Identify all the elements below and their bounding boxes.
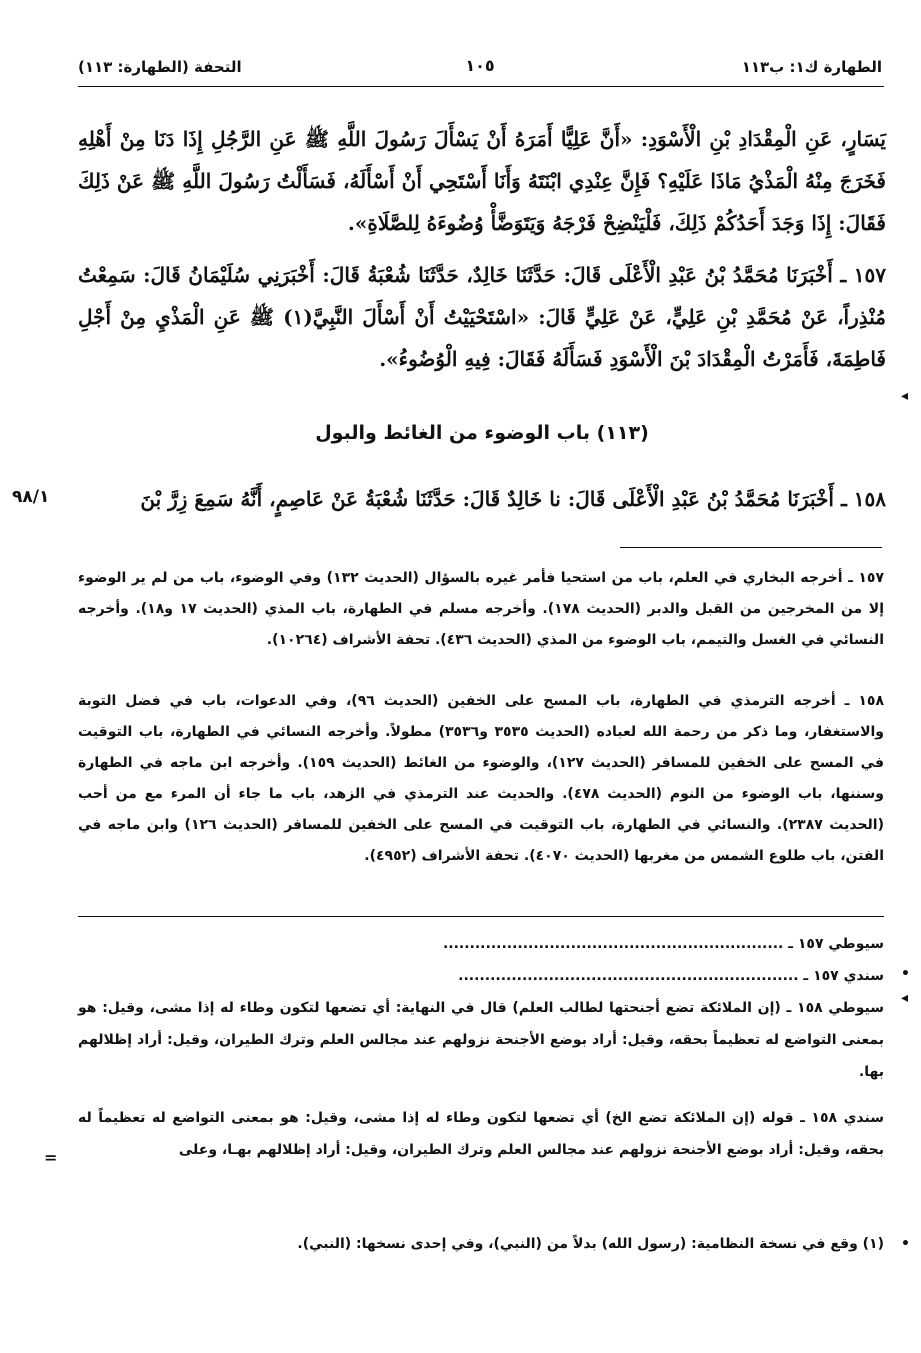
page-header xyxy=(78,52,882,84)
suyuti-157-label: سيوطي ١٥٧ ـ xyxy=(788,936,884,952)
takhrij-note-158 xyxy=(78,686,884,872)
header-book-ref: الطهارة ك١: ب١١٣ xyxy=(741,58,882,76)
suyuti-157-dots: ................................................................ xyxy=(442,936,784,952)
sindi-157-label: سندي ١٥٧ ـ xyxy=(803,968,884,984)
header-tuhfa-ref: التحفة (الطهارة: ١١٣) xyxy=(78,58,242,76)
hadith-158-text: ١٥٨ ـ أَخْبَرَنَا مُحَمَّدُ بْنُ عَبْدِ الْأَعْلَى قَالَ: نا خَالِدٌ قَالَ: حَدَّثَنَا شُعْبَةُ عَنْ عَاصِمٍ، أَنَّهُ سَمِعَ زِرَّ بْنَ xyxy=(140,487,886,511)
suyuti-158: سيوطي ١٥٨ ـ (إن الملائكة تضع أجنحتها لطالب العلم) قال في النهاية: أي تضعها لتكون وطاء له إذا مشى، وقيل: هو بمعنى التواضع له تعظيماً بحقه، وقيل: أراد بوضع الأجنحة نزولهم عند مجالس العلم وترك الطيران، وقيل: أراد إظلالهم بها. xyxy=(78,1000,884,1080)
sindi-157 xyxy=(78,960,884,992)
margin-marker: ◂ xyxy=(901,388,909,404)
takhrij-157-text: ١٥٧ ـ أخرجه البخاري في العلم، باب من استحيا فأمر غيره بالسؤال (الحديث ١٣٢) وفي الوضوء، باب من لم ير الوضوء إلا من المخرجين من القبل والدبر (الحديث ١٧٨). وأخرجه مسلم في الطهارة، باب المذي (الحديث ١٧ و١٨). وأخرجه النسائي في الغسل والتيمم، باب الوضوء من المذي (الحديث ٤٣٦). تحفة الأشراف (١٠٢٦٤). xyxy=(78,570,885,648)
page-number: ١٠٥ xyxy=(465,56,495,75)
takhrij-158-text: ١٥٨ ـ أخرجه الترمذي في الطهارة، باب المسح على الخفين (الحديث ٩٦)، وفي الدعوات، باب في فضل التوبة والاستغفار، وما ذكر من رحمة الله لعباده (الحديث ٣٥٣٥ و٣٥٣٦) مطولاً. وأخرجه النسائي في الطهارة، باب التوقيت في المسح على الخفين للمسافر (الحديث ١٢٧)، والوضوء من الغائط (الحديث ١٥٩). وأخرجه ابن ماجه في الطهارة وسننها، باب الوضوء من النوم (الحديث ٤٧٨). والحديث عند الترمذي في الزهد، باب ما جاء أن المرء مع من أحب (الحديث ٢٣٨٧). والنسائي في الطهارة، باب التوقيت في المسح على الخفين للمسافر (الحديث ١٢٦) وابن ماجه في الفتن، باب طلوع الشمس من مغربها (الحديث ٤٠٧٠). تحفة الأشراف (٤٩٥٢). xyxy=(78,693,885,864)
sindi-157-dots: ................................................................ xyxy=(458,968,799,984)
hadith-156-continuation: يَسَارٍ، عَنِ الْمِقْدَادِ بْنِ الْأَسْوَدِ: «أَنَّ عَلِيًّا أَمَرَهُ أَنْ يَسْأَلَ رَسُولَ اللَّهِ ﷺ عَنِ الرَّجُلِ إِذَا دَنَا مِنْ أَهْلِهِ فَخَرَجَ مِنْهُ الْمَذْيُ مَاذَا عَلَيْهِ؟ فَإِنَّ عِنْدِي ابْنَتَهُ وَأَنَا أَسْتَحِي أَنْ أَسْأَلَهُ، فَسَأَلْتُ رَسُولَ اللَّهِ ﷺ عَنْ ذَلِكَ فَقَالَ: إِذَا وَجَدَ أَحَدُكُمْ ذَلِكَ، فَلْيَنْضِحْ فَرْجَهُ وَيَتَوَضَّأْ وُضُوءَهُ لِلصَّلَاةِ». xyxy=(78,127,886,235)
footnote: (١) وقع في نسخة النظامية: (رسول الله) بدلاً من (النبي)، وفي إحدى نسخها: (النبي). xyxy=(297,1236,884,1252)
commentary-divider xyxy=(78,916,884,917)
commentary-section xyxy=(78,928,884,1166)
margin-marker: • xyxy=(901,966,910,982)
chapter-heading: (١١٣) باب الوضوء من الغائط والبول xyxy=(315,422,649,444)
hadith-157: ١٥٧ ـ أَخْبَرَنَا مُحَمَّدُ بْنُ عَبْدِ الْأَعْلَى قَالَ: حَدَّثَنَا خَالِدٌ، حَدَّثَنَا شُعْبَةُ قَالَ: أَخْبَرَنِي سُلَيْمَانُ قَالَ: سَمِعْتُ مُنْذِراً، عَنْ مُحَمَّدِ بْنِ عَلِيٍّ، عَنْ عَلِيٍّ قَالَ: «اسْتَحْيَيْتُ أَنْ أَسْأَلَ النَّبِيَّ(١) ﷺ عَنِ الْمَذْيِ مِنْ أَجْلِ فَاطِمَةَ، فَأَمَرْتُ الْمِقْدَادَ بْنَ الْأَسْوَدِ فَسَأَلَهُ فَقَالَ: فِيهِ الْوُضُوءُ». xyxy=(78,263,886,371)
continuation-mark: = xyxy=(44,1148,58,1167)
margin-marker: ◂ xyxy=(901,990,909,1006)
margin-reference: ٩٨/١ xyxy=(12,487,50,507)
suyuti-157 xyxy=(78,928,884,960)
header-divider xyxy=(78,86,884,87)
hadith-158 xyxy=(78,478,886,520)
main-text xyxy=(78,118,886,380)
takhrij-note-157 xyxy=(78,563,884,656)
sindi-158: سندي ١٥٨ ـ قوله (إن الملائكة تضع الخ) أي تضعها لتكون وطاء له إذا مشى، وقيل: هو بمعنى التواضع له تعظيماً له بحقه، وقيل: أراد بوضع الأجنحة نزولهم عند مجالس العلم وترك الطيران، وقيل: أراد إظلالهم بهـا، وعلى xyxy=(78,1110,884,1158)
notes-divider xyxy=(620,547,882,548)
margin-marker: • xyxy=(901,1236,910,1252)
